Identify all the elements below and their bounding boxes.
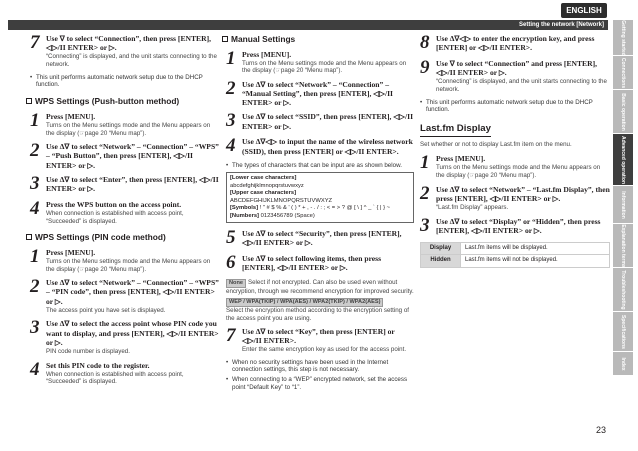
step-number: 1 — [420, 151, 430, 173]
note-bullet: • This unit performs automatic network setup due to the DHCP function. — [420, 99, 610, 115]
option-key: Hidden — [421, 255, 461, 268]
note-bullet: • This unit performs automatic network setup due to the DHCP function. — [30, 74, 220, 90]
step-number: 1 — [226, 47, 236, 69]
step-3 — [30, 319, 220, 355]
option-none — [226, 279, 414, 296]
step-title: Use ∇ to select “Connection” and press [ENTER], ◁▷/II ENTER> or ▷. — [436, 59, 598, 78]
step-number: 9 — [420, 57, 430, 78]
step-5 — [226, 229, 414, 249]
square-icon — [26, 234, 32, 240]
step-4 — [30, 358, 220, 387]
step-title: Use ∆∇ to select “SSID”, then press [ENTER], ◁▷/II ENTER> or ▷. — [242, 112, 414, 131]
char-label: [Upper case characters] — [230, 190, 297, 197]
step-number: 8 — [420, 32, 430, 53]
step-3 — [420, 214, 610, 237]
lastfm-description: Set whether or not to display Last.fm item on the menu. — [420, 141, 572, 149]
step-title: Use ∆∇ to select “Network” – “Last.fm Display”, then press [ENTER], ◁▷/II ENTER> or ▷. — [436, 184, 610, 203]
tab-getting-started[interactable] — [613, 20, 633, 56]
step-title: Press [MENU]. — [242, 49, 292, 59]
char-row: 0123456789 (Space) — [260, 212, 315, 219]
step-description: Turns on the Menu settings mode and the Menu appears on the display (☞page 20 “Menu map”). — [46, 257, 211, 273]
char-label: [Numbers] — [230, 212, 259, 219]
step-1 — [30, 109, 220, 138]
table-row — [421, 255, 610, 268]
step-8 — [420, 34, 610, 54]
page-number: 23 — [596, 425, 607, 435]
step-title: Use ∆∇ to select “Security”, then press [ENTER], ◁▷/II ENTER> or ▷. — [242, 229, 402, 248]
step-title: Use ∆∇◁▷ to enter the encryption key, and press [ENTER] or ◁▷/II ENTER>. — [436, 34, 595, 53]
step-title: Use ∆∇ to select “Network” – “Connection” – “WPS” – “PIN code”, then press [ENTER], ◁▷/II ENTER> or ▷. — [46, 278, 219, 306]
tab-label: Connections — [620, 57, 626, 88]
step-title: Set this PIN code to the register. — [46, 360, 150, 370]
char-row: abcdefghijklmnopqrstuvwxyz — [230, 182, 304, 189]
step-title: Press the WPS button on the access point. — [46, 199, 182, 209]
step-number: 1 — [30, 245, 40, 267]
step-title: Use ∆∇ to select “Enter”, then press [ENTER], ◁▷/II ENTER> or ▷. — [46, 174, 219, 193]
step-description: The access point you have set is displayed. — [46, 306, 166, 314]
step-title: Use ∆∇ to select “Key”, then press [ENTER] or ◁▷/II ENTER>. — [242, 326, 395, 345]
character-table — [226, 172, 414, 223]
column-2 — [226, 34, 414, 394]
step-description: Turns on the Menu settings mode and the Menu appears on the display (☞page 20 “Menu map”). — [242, 59, 407, 75]
step-description: Turns on the Menu settings mode and the Menu appears on the display (☞page 20 “Menu map”). — [436, 164, 601, 179]
step-description: “Last.fm Display” appears. — [436, 203, 509, 211]
step-9 — [420, 59, 610, 94]
step-1 — [420, 151, 610, 180]
step-2 — [30, 142, 220, 169]
step-title: Use ∆∇ to select “Network” – “Connection” – “WPS” – “Push Button”, then press [ENTER], ◁▷/II ENTER> or ▷. — [46, 142, 219, 170]
tab-information[interactable] — [613, 186, 633, 224]
tab-label: Basic operation — [620, 92, 626, 131]
step-number: 4 — [30, 358, 40, 380]
char-row: ABCDEFGHIJKLMNOPQRSTUVWXYZ — [230, 197, 333, 204]
step-number: 4 — [30, 197, 40, 219]
column-1 — [30, 34, 220, 391]
step-title: Press [MENU]. — [46, 111, 96, 121]
tab-label: Information — [620, 190, 626, 219]
step-description: When connection is established with access point, “Succeeded” is displayed. — [46, 370, 184, 386]
step-title: Use ∆∇ to select following items, then press [ENTER], ◁▷/II ENTER> or ▷. — [242, 254, 382, 273]
tab-specifications[interactable] — [613, 312, 633, 352]
step-description: PIN code number is displayed. — [46, 347, 130, 355]
step-2 — [30, 278, 220, 314]
section-header-bar — [8, 20, 608, 30]
section-heading-text: Manual Settings — [231, 34, 296, 44]
step-4 — [226, 137, 414, 157]
tab-label: Troubleshooting — [620, 269, 626, 310]
option-value: Last.fm items will be displayed. — [461, 242, 610, 255]
step-number: 5 — [226, 227, 236, 249]
step-title: Use ∆∇ to select “Network” – “Connection” – “Manual Setting”, then press [ENTER], ◁▷/II ENTER> or ▷. — [242, 80, 393, 108]
tab-connections[interactable] — [613, 56, 633, 90]
tab-basic-operation[interactable] — [613, 90, 633, 134]
tab-label: Getting started — [620, 19, 626, 56]
tab-troubleshooting[interactable] — [613, 268, 633, 312]
step-title: Use ∆∇ to select the access point whose PIN code you want to display, and press [ENTER], ◁▷/II ENTER> or ▷. — [46, 319, 219, 347]
step-7 — [30, 34, 220, 69]
step-number: 4 — [226, 135, 236, 157]
note-bullet: • When no security settings have been used in the Internet connection settings, this step is not necessary. — [226, 359, 414, 375]
step-number: 2 — [226, 78, 236, 100]
section-heading-text: WPS Settings (PIN code method) — [35, 232, 166, 243]
step-description: Turns on the Menu settings mode and the Menu appears on the display (☞page 20 “Menu map”). — [46, 121, 211, 137]
step-title: Use ∆∇◁▷ to input the name of the wireless network (SSID), then press [ENTER] or ◁▷/II ENTER>. — [242, 137, 413, 156]
none-badge: None — [226, 279, 246, 288]
section-heading-text: WPS Settings (Push-button method) — [35, 96, 180, 107]
tab-explanation-terms[interactable] — [613, 224, 633, 268]
column-3 — [420, 34, 610, 268]
step-number: 6 — [226, 252, 236, 274]
step-title: Press [MENU]. — [436, 153, 486, 163]
tab-index[interactable] — [613, 352, 633, 376]
step-1 — [30, 245, 220, 274]
step-description: “Connecting” is displayed, and the unit starts connecting to the network. — [436, 78, 607, 93]
step-description: “Connecting” is displayed, and the unit starts connecting to the network. — [46, 53, 217, 68]
section-heading-wps-push — [26, 96, 220, 107]
step-description: When connection is established with access point, “Succeeded” is displayed. — [46, 209, 184, 225]
option-description: Select the encryption method according to the encryption setting of the access point you are using. — [226, 307, 409, 322]
step-description: Enter the same encryption key as used for the access point. — [242, 345, 407, 353]
step-title: Press [MENU]. — [46, 247, 96, 257]
step-number: 3 — [30, 317, 40, 339]
note-bullet: • The types of characters that can be input are as shown below. — [226, 162, 414, 170]
option-description: Select if not encrypted. Can also be used even without encryption, through we recommend encryption for improved security. — [226, 279, 414, 296]
step-7 — [226, 324, 414, 354]
square-icon — [26, 98, 32, 104]
step-number: 2 — [30, 140, 40, 162]
step-number: 7 — [30, 32, 40, 53]
section-heading-wps-pin — [26, 232, 220, 243]
char-label: [Lower case characters] — [230, 175, 297, 182]
step-1 — [226, 47, 414, 76]
step-title: Use ∇ to select “Connection”, then press [ENTER], ◁▷/II ENTER> or ▷. — [46, 34, 212, 53]
step-number: 3 — [30, 172, 40, 194]
language-badge: ENGLISH — [561, 3, 607, 18]
note-bullet: • When connecting to a “WEP” encrypted network, set the access point “Default Key” to “1”. — [226, 376, 414, 392]
option-value: Last.fm items will not be displayed. — [461, 255, 610, 268]
step-3 — [226, 112, 414, 132]
step-title: Use ∆∇ to select “Display” or “Hidden”, then press [ENTER], ◁▷/II ENTER> or ▷. — [436, 216, 601, 235]
char-label: [Symbols] — [230, 205, 259, 212]
step-6 — [226, 254, 414, 274]
step-2 — [226, 80, 414, 107]
step-number: 1 — [30, 109, 40, 131]
section-header-title: Setting the network [Network] — [518, 22, 604, 28]
table-row — [421, 242, 610, 255]
side-tab-nav — [613, 20, 633, 376]
tab-advanced-operation[interactable] — [613, 134, 633, 186]
step-number: 7 — [226, 324, 236, 346]
step-4 — [30, 197, 220, 226]
option-key: Display — [421, 242, 461, 255]
lastfm-heading: Last.fm Display — [420, 123, 491, 137]
step-number: 2 — [420, 182, 430, 204]
char-row: ! " # $ % & ' ( ) * + , - . / : ; < = > ? @ [ \ ] ^ _ ` { | } ~ — [259, 205, 391, 212]
section-heading-manual — [222, 34, 414, 45]
tab-label: Specifications — [620, 314, 626, 349]
tab-label: Index — [620, 356, 626, 371]
lastfm-option-table — [420, 242, 610, 268]
tab-label: Advanced operation — [620, 135, 626, 184]
tab-label: Explanation terms — [620, 223, 626, 268]
step-3 — [30, 172, 220, 195]
step-number: 2 — [30, 276, 40, 298]
step-2 — [420, 182, 610, 212]
wep-badges: WEP / WPA(TKIP) / WPA(AES) / WPA2(TKIP) / WPA2(AES) — [226, 298, 383, 307]
step-number: 3 — [420, 214, 430, 236]
step-number: 3 — [226, 110, 236, 132]
square-icon — [222, 36, 228, 42]
option-wep — [226, 298, 414, 322]
